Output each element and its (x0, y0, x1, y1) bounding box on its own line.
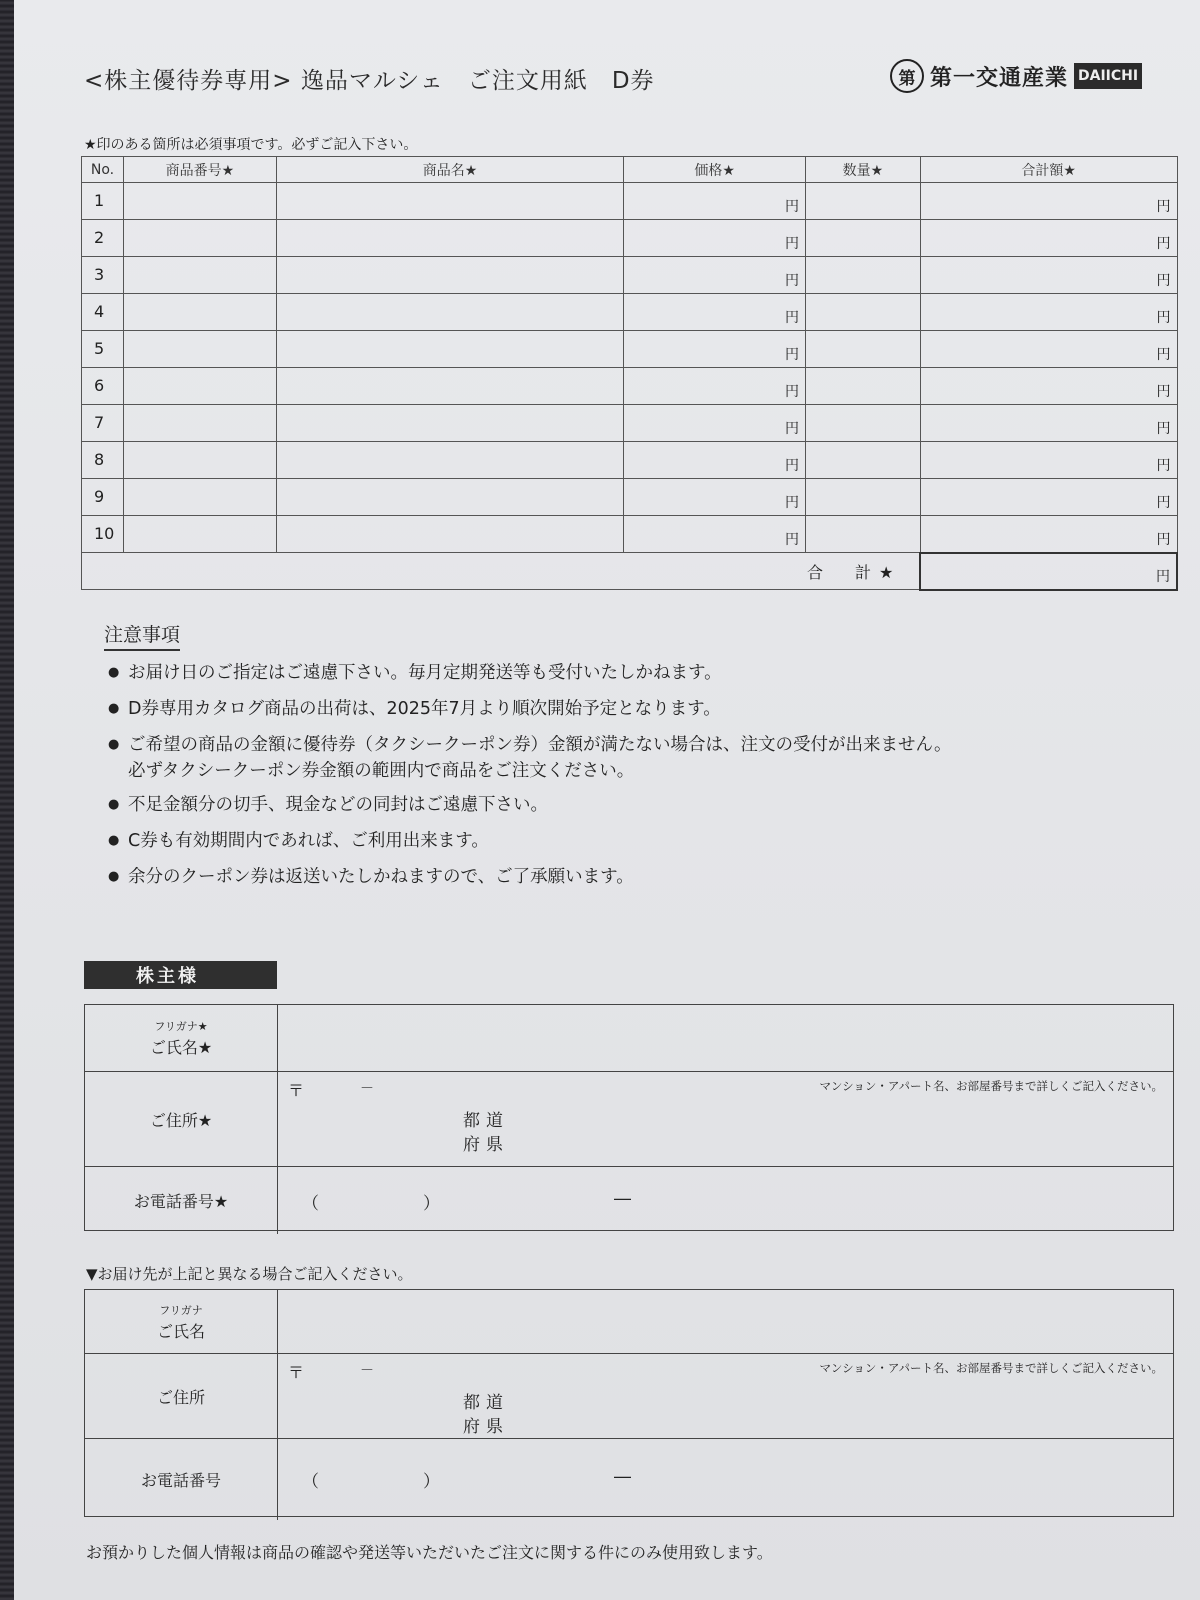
order-row (82, 183, 1178, 220)
notes-heading: 注意事項 (104, 620, 180, 651)
paren-close: ） (423, 1194, 440, 1214)
product-name-field[interactable] (276, 405, 623, 442)
yen-unit: 円 (1156, 273, 1171, 289)
furigana-label: フリガナ★ (154, 1020, 208, 1033)
phone-label: お電話番号★ (85, 1167, 278, 1234)
header-price: 価格★ (624, 157, 806, 183)
product-number-field[interactable] (123, 220, 276, 257)
product-name-field[interactable] (276, 442, 623, 479)
shareholder-name-label (85, 1005, 278, 1071)
product-number-field[interactable] (123, 368, 276, 405)
order-form-paper (14, 0, 1200, 1600)
order-row (82, 220, 1178, 257)
delivery-address-row (85, 1353, 1173, 1438)
yen-unit: 円 (784, 532, 799, 548)
quantity-field[interactable] (805, 220, 920, 257)
yen-unit: 円 (1156, 384, 1171, 400)
product-number-field[interactable] (123, 442, 276, 479)
line-total-field[interactable] (920, 294, 1177, 331)
price-field[interactable] (624, 442, 806, 479)
quantity-field[interactable] (805, 183, 920, 220)
row-number: 1 (82, 183, 124, 220)
address-label: ご住所 (85, 1354, 278, 1438)
product-name-field[interactable] (276, 257, 623, 294)
line-total-field[interactable] (920, 442, 1177, 479)
yen-unit: 円 (1156, 495, 1171, 511)
quantity-field[interactable] (805, 294, 920, 331)
product-name-field[interactable] (276, 516, 623, 553)
header-quantity: 数量★ (805, 157, 920, 183)
product-name-field[interactable] (276, 368, 623, 405)
postal-mark: 〒 (288, 1363, 305, 1382)
bullet-icon: ● (108, 665, 120, 680)
form-title: <株主優待券専用> 逸品マルシェ ご注文用紙 D券 (84, 68, 655, 94)
price-field[interactable] (624, 220, 806, 257)
price-field[interactable] (624, 516, 806, 553)
row-number: 2 (82, 220, 124, 257)
order-row (82, 331, 1178, 368)
order-row (82, 516, 1178, 553)
row-number: 4 (82, 294, 124, 331)
header-line-total: 合計額★ (920, 157, 1177, 183)
yen-unit: 円 (784, 384, 799, 400)
delivery-form (84, 1289, 1174, 1517)
order-row (82, 294, 1178, 331)
shareholder-section-title: 株主様 (84, 961, 277, 989)
paren-open: （ (302, 1194, 319, 1214)
quantity-field[interactable] (805, 442, 920, 479)
delivery-name-label (85, 1290, 278, 1353)
name-label: ご氏名 (156, 1321, 205, 1341)
delivery-phone-field[interactable] (278, 1439, 1173, 1520)
shareholder-name-field[interactable] (278, 1005, 1173, 1071)
phone-dash: ― (614, 1467, 631, 1487)
note-item: ● お届け日のご指定はご遠慮下さい。毎月定期発送等も受付いたしかねます。 (108, 660, 1198, 686)
price-field[interactable] (624, 257, 806, 294)
line-total-field[interactable] (920, 479, 1177, 516)
quantity-field[interactable] (805, 516, 920, 553)
yen-unit: 円 (784, 458, 799, 474)
order-row (82, 442, 1178, 479)
price-field[interactable] (624, 294, 806, 331)
phone-label: お電話番号 (85, 1439, 278, 1520)
quantity-field[interactable] (805, 331, 920, 368)
shareholder-address-field[interactable] (278, 1072, 1173, 1166)
delivery-name-row (85, 1290, 1173, 1353)
bullet-icon: ● (108, 797, 120, 812)
address-label: ご住所★ (85, 1072, 278, 1166)
row-number: 6 (82, 368, 124, 405)
paren-close: ） (423, 1472, 440, 1492)
yen-unit: 円 (784, 310, 799, 326)
delivery-note: ▼お届け先が上記と異なる場合ご記入ください。 (86, 1265, 413, 1283)
paren-open: （ (302, 1472, 319, 1492)
row-number: 8 (82, 442, 124, 479)
price-field[interactable] (624, 331, 806, 368)
yen-unit: 円 (1156, 347, 1171, 363)
product-number-field[interactable] (123, 183, 276, 220)
shareholder-phone-row (85, 1166, 1173, 1234)
line-total-field[interactable] (920, 368, 1177, 405)
address-hint: マンション・アパート名、お部屋番号まで詳しくご記入ください。 (819, 1361, 1163, 1375)
yen-unit: 円 (1156, 421, 1171, 437)
quantity-field[interactable] (805, 257, 920, 294)
yen-unit: 円 (1156, 568, 1170, 585)
shareholder-name-row (85, 1005, 1173, 1071)
row-number: 3 (82, 257, 124, 294)
yen-unit: 円 (1156, 199, 1171, 215)
postal-mark: 〒 (288, 1081, 305, 1100)
note-item: ● C券も有効期間内であれば、ご利用出来ます。 (108, 828, 1198, 854)
shareholder-address-row (85, 1071, 1173, 1166)
address-hint: マンション・アパート名、お部屋番号まで詳しくご記入ください。 (819, 1079, 1163, 1093)
note-item: ● 不足金額分の切手、現金などの同封はご遠慮下さい。 (108, 792, 1198, 818)
postal-dash: － (360, 1363, 374, 1379)
bullet-icon: ● (108, 833, 120, 848)
yen-unit: 円 (784, 199, 799, 215)
brand-mark-icon: 第 (890, 59, 924, 93)
line-total-field[interactable] (920, 183, 1177, 220)
line-total-field[interactable] (920, 220, 1177, 257)
product-name-field[interactable] (276, 479, 623, 516)
prefecture-label-bottom: 府県 (463, 1417, 509, 1437)
prefecture-label-bottom: 府県 (463, 1135, 509, 1155)
row-number: 5 (82, 331, 124, 368)
header-no: No. (82, 157, 124, 183)
product-name-field[interactable] (276, 331, 623, 368)
product-name-field[interactable] (276, 220, 623, 257)
shareholder-form (84, 1004, 1174, 1231)
header-product-name: 商品名★ (276, 157, 623, 183)
background-edge (0, 0, 14, 1600)
grand-total-field[interactable] (920, 553, 1177, 590)
order-table-header (82, 157, 1178, 183)
note-item: ● D券専用カタログ商品の出荷は、2025年7月より順次開始予定となります。 (108, 696, 1198, 722)
order-row (82, 479, 1178, 516)
line-total-field[interactable] (920, 405, 1177, 442)
yen-unit: 円 (1156, 458, 1171, 474)
name-label: ご氏名★ (149, 1038, 213, 1057)
product-number-field[interactable] (123, 405, 276, 442)
bullet-icon: ● (108, 701, 120, 716)
row-number: 7 (82, 405, 124, 442)
yen-unit: 円 (1156, 310, 1171, 326)
notes-list (108, 660, 1198, 900)
product-number-field[interactable] (123, 294, 276, 331)
prefecture-label-top: 都道 (463, 1393, 509, 1413)
product-name-field[interactable] (276, 183, 623, 220)
quantity-field[interactable] (805, 368, 920, 405)
order-row (82, 257, 1178, 294)
yen-unit: 円 (784, 495, 799, 511)
furigana-label: フリガナ (159, 1303, 203, 1317)
price-field[interactable] (624, 183, 806, 220)
order-row (82, 405, 1178, 442)
note-item: ● 余分のクーポン券は返送いたしかねますので、ご了承願います。 (108, 864, 1198, 890)
line-total-field[interactable] (920, 331, 1177, 368)
product-number-field[interactable] (123, 479, 276, 516)
privacy-note: お預かりした個人情報は商品の確認や発送等いただいたご注文に関する件にのみ使用致します。 (86, 1543, 773, 1562)
order-total-row (82, 553, 1178, 590)
row-number: 10 (82, 516, 124, 553)
delivery-phone-row (85, 1438, 1173, 1520)
yen-unit: 円 (784, 236, 799, 252)
product-name-field[interactable] (276, 294, 623, 331)
note-item: ● ご希望の商品の金額に優待券（タクシークーポン券）金額が満たない場合は、注文の受付が出来ません。 必ずタクシークーポン券金額の範囲内で商品をご注文ください。 (108, 732, 1198, 784)
product-number-field[interactable] (123, 331, 276, 368)
yen-unit: 円 (784, 421, 799, 437)
order-row (82, 368, 1178, 405)
line-total-field[interactable] (920, 257, 1177, 294)
bullet-icon: ● (108, 737, 120, 752)
line-total-field[interactable] (920, 516, 1177, 553)
bullet-icon: ● (108, 869, 120, 884)
yen-unit: 円 (1156, 236, 1171, 252)
total-label: 合 計★ (82, 553, 921, 590)
delivery-name-field[interactable] (278, 1290, 1173, 1353)
quantity-field[interactable] (805, 405, 920, 442)
phone-dash: ― (614, 1189, 631, 1209)
product-number-field[interactable] (123, 516, 276, 553)
product-number-field[interactable] (123, 257, 276, 294)
header-product-number: 商品番号★ (123, 157, 276, 183)
brand-name: 第一交通産業 (930, 65, 1069, 91)
brand-logo: DAIICHI (1074, 63, 1142, 89)
prefecture-label-top: 都道 (463, 1111, 509, 1131)
order-table (81, 156, 1178, 591)
yen-unit: 円 (1156, 531, 1171, 548)
brand-header (890, 56, 1142, 96)
quantity-field[interactable] (805, 479, 920, 516)
price-field[interactable] (624, 368, 806, 405)
required-note: ★印のある箇所は必須事項です。必ずご記入下さい。 (84, 137, 418, 153)
postal-dash: － (360, 1081, 374, 1097)
price-field[interactable] (624, 479, 806, 516)
yen-unit: 円 (784, 273, 799, 289)
shareholder-phone-field[interactable] (278, 1167, 1173, 1234)
price-field[interactable] (624, 405, 806, 442)
row-number: 9 (82, 479, 124, 516)
yen-unit: 円 (784, 347, 799, 363)
delivery-address-field[interactable] (278, 1354, 1173, 1438)
